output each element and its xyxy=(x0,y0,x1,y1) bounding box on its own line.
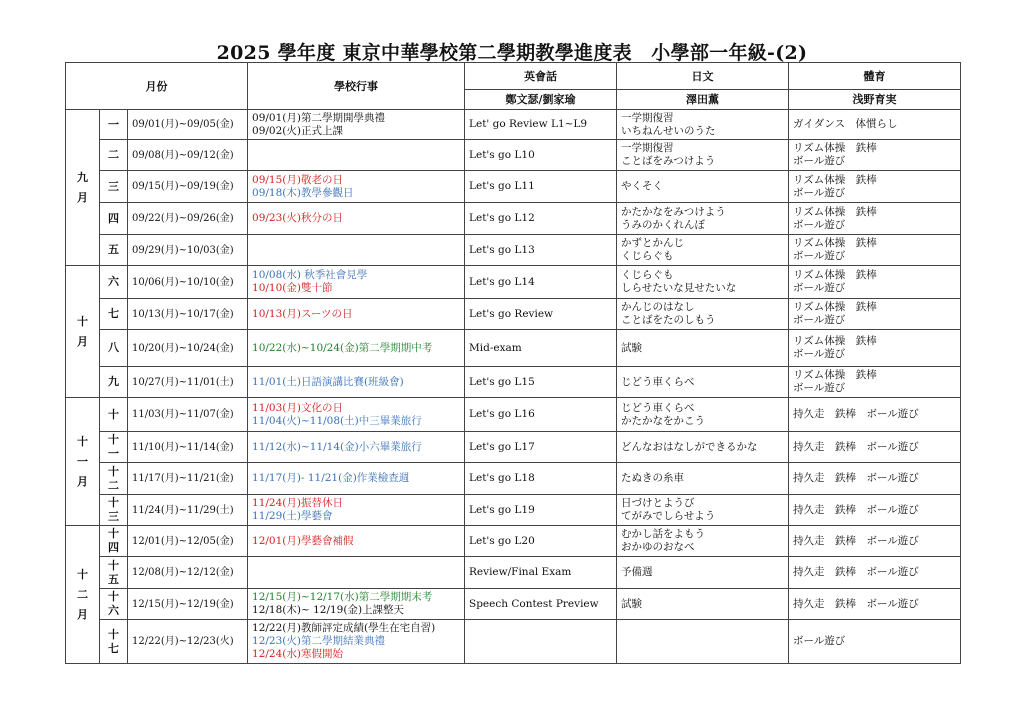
week-char: 十 xyxy=(108,407,119,421)
event-item: 09/23(火)秋分の日 xyxy=(252,212,343,224)
week-char: 十 xyxy=(108,527,119,540)
week-char: 八 xyxy=(108,341,119,354)
japanese-lesson xyxy=(617,110,789,140)
pe-line: リズム体操 鉄棒 xyxy=(793,205,877,218)
week-char: 六 xyxy=(108,604,119,617)
date-range: 11/24(月)~11/29(土) xyxy=(128,495,248,526)
event-item: 09/01(月)第二學期開學典禮 xyxy=(252,111,385,124)
japanese-line: むかし話をよもう xyxy=(621,528,706,540)
pe-lesson xyxy=(789,432,961,463)
table-row xyxy=(66,463,961,495)
pe-line: リズム体操 鉄棒 xyxy=(793,335,877,347)
month-char: 十 xyxy=(77,567,88,581)
date-range: 09/22(月)~09/26(金) xyxy=(128,203,248,235)
date-range: 09/08(月)~09/12(金) xyxy=(128,140,248,171)
japanese-lesson xyxy=(617,495,789,526)
school-events xyxy=(248,620,465,664)
japanese-line: てがみでしらせよう xyxy=(621,510,716,522)
event-item: 11/04(火)~11/08(土)中三畢業旅行 xyxy=(252,414,422,427)
pe-line: リズム体操 鉄棒 xyxy=(793,301,877,313)
week-char: 四 xyxy=(108,541,119,554)
week-char: 十 xyxy=(108,627,119,641)
pe-lesson xyxy=(789,140,961,171)
english-lesson: Review/Final Exam xyxy=(465,557,617,589)
school-events xyxy=(248,110,465,140)
japanese-line: うみのかくれんぼ xyxy=(621,218,706,231)
week-char: 一 xyxy=(108,117,119,131)
schedule-body xyxy=(66,110,961,664)
week-number xyxy=(100,367,128,398)
week-char: 五 xyxy=(108,243,119,256)
school-events xyxy=(248,589,465,620)
pe-line: 持久走 鉄棒 ボール遊び xyxy=(793,440,919,453)
japanese-lesson xyxy=(617,140,789,171)
japanese-lesson xyxy=(617,589,789,620)
event-item: 09/15(月)敬老の日 xyxy=(252,173,343,186)
japanese-line: かたかなをみつけよう xyxy=(621,205,726,218)
table-row xyxy=(66,432,961,463)
japanese-line: 試験 xyxy=(621,341,643,354)
english-lesson: Let's go L16 xyxy=(465,398,617,432)
english-lesson: Let's go L13 xyxy=(465,235,617,266)
english-lesson: Let's go L18 xyxy=(465,463,617,495)
event-item: 09/18(木)教學參觀日 xyxy=(252,186,354,199)
japanese-lesson xyxy=(617,620,789,664)
week-char: 十 xyxy=(108,558,119,572)
week-number xyxy=(100,557,128,589)
table-row xyxy=(66,110,961,140)
japanese-line: ことばをたのしもう xyxy=(621,314,716,326)
week-char: 五 xyxy=(108,572,119,586)
school-events xyxy=(248,463,465,495)
japanese-line: かたかなをかこう xyxy=(621,414,706,427)
japanese-lesson xyxy=(617,330,789,367)
month-char: 十 xyxy=(77,314,88,328)
pe-line: 持久走 鉄棒 ボール遊び xyxy=(793,597,919,610)
pe-line: ボール遊び xyxy=(793,250,846,262)
pe-lesson xyxy=(789,330,961,367)
month-char: 月 xyxy=(77,474,88,488)
pe-line: ボール遊び xyxy=(793,635,846,647)
month-char: 月 xyxy=(77,607,88,621)
date-range: 11/17(月)~11/21(金) xyxy=(128,463,248,495)
english-lesson xyxy=(465,620,617,664)
pe-line: ボール遊び xyxy=(793,382,846,394)
english-lesson: Mid-exam xyxy=(465,330,617,367)
event-item: 12/23(火)第二學期結業典禮 xyxy=(252,635,385,647)
english-teacher: 鄭文瑟/劉家瑜 xyxy=(465,90,617,110)
japanese-line: 予備週 xyxy=(621,566,653,578)
japanese-line: くじらぐも xyxy=(621,269,674,281)
pe-line: ボール遊び xyxy=(793,155,846,167)
week-char: 三 xyxy=(108,510,119,523)
school-events xyxy=(248,140,465,171)
week-char: 一 xyxy=(108,447,119,460)
japanese-lesson xyxy=(617,367,789,398)
table-row xyxy=(66,526,961,557)
table-row xyxy=(66,140,961,171)
week-number xyxy=(100,526,128,557)
date-range: 12/08(月)~12/12(金) xyxy=(128,557,248,589)
date-range: 12/15(月)~12/19(金) xyxy=(128,589,248,620)
month-label xyxy=(66,526,100,664)
english-lesson: Let's go L15 xyxy=(465,367,617,398)
school-events xyxy=(248,266,465,299)
event-item: 10/22(水)~10/24(金)第二學期期中考 xyxy=(252,341,433,354)
pe-line: ボール遊び xyxy=(793,348,846,360)
table-row xyxy=(66,367,961,398)
week-char: 十 xyxy=(108,464,119,478)
week-char: 九 xyxy=(108,375,119,388)
japanese-lesson xyxy=(617,526,789,557)
week-char: 十 xyxy=(108,590,119,603)
week-char: 二 xyxy=(108,148,119,161)
english-lesson: Let's go L14 xyxy=(465,266,617,299)
date-range: 09/29(月)~10/03(金) xyxy=(128,235,248,266)
header-japanese: 日文 xyxy=(617,63,789,90)
event-item: 12/24(水)寒假開始 xyxy=(252,648,343,660)
japanese-line: たぬきの糸車 xyxy=(621,472,685,484)
english-lesson: Let's go L19 xyxy=(465,495,617,526)
japanese-line: いちねんせいのうた xyxy=(621,124,716,137)
month-char: 月 xyxy=(77,190,88,204)
week-number xyxy=(100,110,128,140)
date-range: 09/01(月)~09/05(金) xyxy=(128,110,248,140)
japanese-lesson xyxy=(617,266,789,299)
japanese-lesson xyxy=(617,398,789,432)
week-number xyxy=(100,171,128,203)
school-events xyxy=(248,557,465,589)
table-row xyxy=(66,235,961,266)
date-range: 12/01(月)~12/05(金) xyxy=(128,526,248,557)
week-char: 二 xyxy=(108,478,119,492)
week-number xyxy=(100,495,128,526)
japanese-line: 一学期復習 xyxy=(621,111,674,124)
pe-line: 持久走 鉄棒 ボール遊び xyxy=(793,566,919,578)
week-number xyxy=(100,203,128,235)
english-lesson: Let's go L17 xyxy=(465,432,617,463)
event-item: 10/10(金)雙十節 xyxy=(252,282,333,294)
pe-lesson xyxy=(789,110,961,140)
school-events xyxy=(248,367,465,398)
english-lesson: Let's go L20 xyxy=(465,526,617,557)
week-number xyxy=(100,235,128,266)
table-row xyxy=(66,203,961,235)
table-row xyxy=(66,266,961,299)
pe-lesson xyxy=(789,620,961,664)
pe-line: 持久走 鉄棒 ボール遊び xyxy=(793,408,919,420)
pe-lesson xyxy=(789,526,961,557)
english-lesson: Let's go L11 xyxy=(465,171,617,203)
month-char: 一 xyxy=(77,454,88,468)
school-events xyxy=(248,171,465,203)
event-item: 12/01(月)學藝會補假 xyxy=(252,534,354,547)
week-char: 七 xyxy=(108,307,119,320)
japanese-lesson xyxy=(617,299,789,330)
date-range: 10/20(月)~10/24(金) xyxy=(128,330,248,367)
school-events xyxy=(248,495,465,526)
week-number xyxy=(100,620,128,664)
pe-line: リズム体操 鉄棒 xyxy=(793,269,877,281)
english-lesson: Let's go L12 xyxy=(465,203,617,235)
week-number xyxy=(100,589,128,620)
header-pe: 體育 xyxy=(789,63,961,90)
japanese-line: どんなおはなしができるかな xyxy=(621,440,758,453)
event-item: 11/03(月)文化の日 xyxy=(252,401,343,414)
week-char: 七 xyxy=(108,641,119,655)
week-number xyxy=(100,140,128,171)
japanese-lesson xyxy=(617,235,789,266)
japanese-line: じどう車くらべ xyxy=(621,375,695,388)
table-row xyxy=(66,398,961,432)
japanese-line: ことばをみつけよう xyxy=(621,155,716,167)
pe-line: 持久走 鉄棒 ボール遊び xyxy=(793,472,919,484)
japanese-lesson xyxy=(617,463,789,495)
event-item: 09/02(火)正式上課 xyxy=(252,124,343,137)
japanese-teacher: 澤田薫 xyxy=(617,90,789,110)
pe-lesson xyxy=(789,203,961,235)
page-title: 2025 學年度 東京中華學校第二學期教學進度表 小學部一年級-(2) xyxy=(216,42,808,64)
header-month: 月份 xyxy=(66,63,248,110)
event-item: 12/18(木)~ 12/19(金)上課整天 xyxy=(252,604,405,616)
table-row xyxy=(66,330,961,367)
month-char: 十 xyxy=(77,434,88,448)
japanese-line: やくそく xyxy=(621,180,664,192)
event-item: 10/13(月)スーツの日 xyxy=(252,307,353,320)
table-row xyxy=(66,171,961,203)
month-label xyxy=(66,110,100,266)
pe-lesson xyxy=(789,463,961,495)
pe-line: リズム体操 鉄棒 xyxy=(793,237,877,249)
school-events xyxy=(248,299,465,330)
week-number xyxy=(100,330,128,367)
event-item: 11/01(土)日語演講比賽(班級會) xyxy=(252,375,404,388)
week-number xyxy=(100,299,128,330)
pe-lesson xyxy=(789,171,961,203)
japanese-line: かんじのはなし xyxy=(621,301,695,313)
japanese-line: 一学期復習 xyxy=(621,142,674,154)
week-char: 三 xyxy=(108,179,119,193)
pe-lesson xyxy=(789,398,961,432)
pe-line: ガイダンス 体慣らし xyxy=(793,118,898,130)
school-events xyxy=(248,330,465,367)
table-row xyxy=(66,589,961,620)
pe-lesson xyxy=(789,589,961,620)
week-char: 十 xyxy=(108,433,119,446)
event-item: 11/12(水)~11/14(金)小六畢業旅行 xyxy=(252,440,422,453)
school-events xyxy=(248,398,465,432)
pe-line: ボール遊び xyxy=(793,218,846,231)
school-events xyxy=(248,432,465,463)
pe-line: 持久走 鉄棒 ボール遊び xyxy=(793,503,919,516)
japanese-line: くじらぐも xyxy=(621,250,674,262)
event-item: 11/17(月)- 11/21(金)作業檢查週 xyxy=(252,472,410,484)
pe-line: リズム体操 鉄棒 xyxy=(793,142,877,154)
event-item: 12/22(月)教師評定成績(學生在宅自習) xyxy=(252,622,436,634)
month-char: 二 xyxy=(77,587,88,601)
english-lesson: Let's go Review xyxy=(465,299,617,330)
english-lesson: Let' go Review L1~L9 xyxy=(465,110,617,140)
pe-lesson xyxy=(789,299,961,330)
school-events xyxy=(248,203,465,235)
pe-teacher: 浅野育実 xyxy=(789,90,961,110)
school-events xyxy=(248,235,465,266)
month-label xyxy=(66,266,100,398)
english-lesson: Speech Contest Preview xyxy=(465,589,617,620)
table-row xyxy=(66,620,961,664)
month-label xyxy=(66,398,100,526)
date-range: 10/13(月)~10/17(金) xyxy=(128,299,248,330)
japanese-lesson xyxy=(617,171,789,203)
table-row xyxy=(66,557,961,589)
date-range: 12/22(月)~12/23(火) xyxy=(128,620,248,664)
pe-line: リズム体操 鉄棒 xyxy=(793,173,877,186)
schedule-table xyxy=(65,62,961,664)
date-range: 11/10(月)~11/14(金) xyxy=(128,432,248,463)
pe-lesson xyxy=(789,495,961,526)
pe-lesson xyxy=(789,266,961,299)
week-char: 四 xyxy=(108,211,119,225)
pe-line: ボール遊び xyxy=(793,186,846,199)
month-char: 月 xyxy=(77,334,88,348)
pe-line: リズム体操 鉄棒 xyxy=(793,369,877,381)
table-row xyxy=(66,299,961,330)
event-item: 12/15(月)~12/17(水)第二學期期末考 xyxy=(252,591,433,603)
japanese-lesson xyxy=(617,203,789,235)
event-item: 10/08(水) 秋季社會見學 xyxy=(252,269,368,281)
japanese-line: 日づけとようび xyxy=(621,497,695,509)
week-number xyxy=(100,398,128,432)
header-english: 英會話 xyxy=(465,63,617,90)
japanese-lesson xyxy=(617,557,789,589)
week-number xyxy=(100,432,128,463)
pe-lesson xyxy=(789,367,961,398)
school-events xyxy=(248,526,465,557)
date-range: 10/27(月)~11/01(土) xyxy=(128,367,248,398)
date-range: 09/15(月)~09/19(金) xyxy=(128,171,248,203)
event-item: 11/29(土)學藝會 xyxy=(252,510,333,522)
pe-line: ボール遊び xyxy=(793,282,846,294)
week-char: 十 xyxy=(108,496,119,509)
japanese-lesson xyxy=(617,432,789,463)
english-lesson: Let's go L10 xyxy=(465,140,617,171)
japanese-line: しらせたいな見せたいな xyxy=(621,282,737,294)
japanese-line: おかゆのおなべ xyxy=(621,541,695,553)
week-number xyxy=(100,266,128,299)
header-events: 學校行事 xyxy=(248,63,465,110)
pe-line: 持久走 鉄棒 ボール遊び xyxy=(793,534,919,547)
week-number xyxy=(100,463,128,495)
japanese-line: 試験 xyxy=(621,597,643,610)
date-range: 11/03(月)~11/07(金) xyxy=(128,398,248,432)
date-range: 10/06(月)~10/10(金) xyxy=(128,266,248,299)
japanese-line: かずとかんじ xyxy=(621,237,685,249)
month-char: 九 xyxy=(77,170,88,184)
event-item: 11/24(月)振替休日 xyxy=(252,497,343,509)
pe-lesson xyxy=(789,235,961,266)
japanese-line: じどう車くらべ xyxy=(621,401,695,414)
pe-lesson xyxy=(789,557,961,589)
pe-line: ボール遊び xyxy=(793,314,846,326)
week-char: 六 xyxy=(108,275,119,288)
table-row xyxy=(66,495,961,526)
